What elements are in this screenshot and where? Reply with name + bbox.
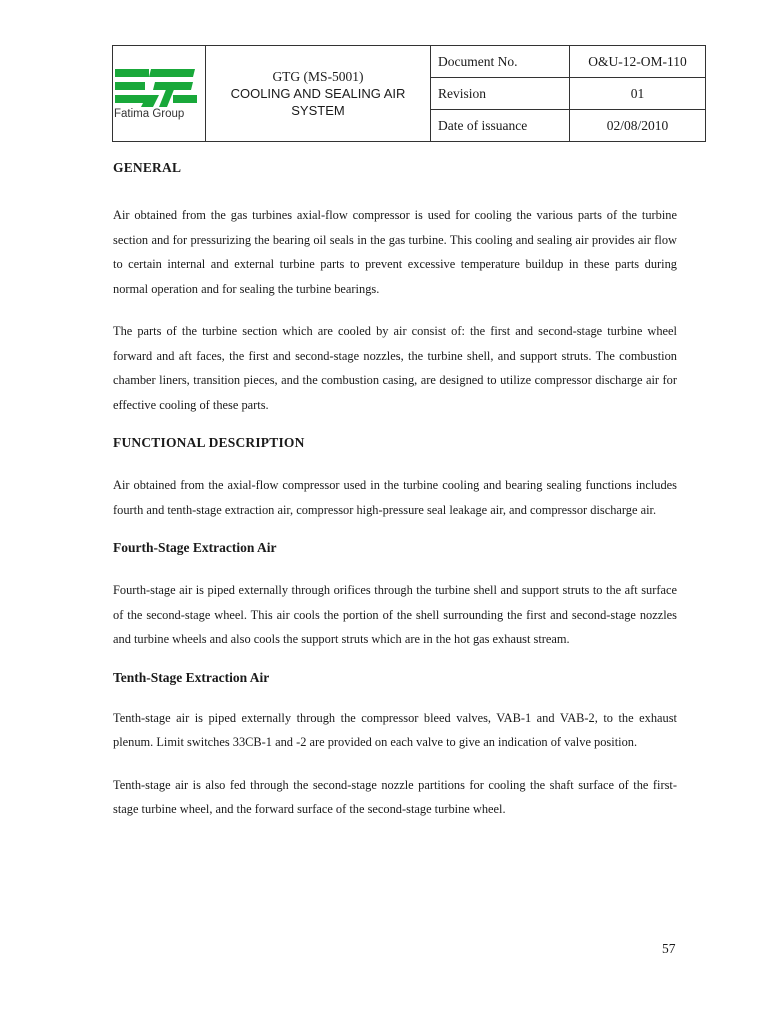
heading-general: GENERAL — [113, 160, 182, 175]
document-no-label: Document No. — [431, 46, 570, 78]
general-paragraph-1: Air obtained from the gas turbines axial-flow compressor is used for cooling the various parts of the turbine section and for pressurizing the bearing oil seals in the gas turbine. This cooling and sealing air provides air flow to certain internal and external turbine parts to prevent excessive temperature buildup in these parts during normal operation and for sealing the turbine bearings. — [113, 208, 677, 296]
logo-cell — [113, 46, 206, 142]
revision-label: Revision — [431, 78, 570, 110]
heading-tenth-stage: Tenth-Stage Extraction Air — [113, 669, 270, 685]
document-title — [206, 46, 431, 142]
logo-text: Fatima Group — [114, 108, 185, 120]
heading-functional-description: FUNCTIONAL DESCRIPTION — [113, 435, 305, 450]
heading-fourth-stage: Fourth-Stage Extraction Air — [113, 540, 277, 555]
fourth-stage-paragraph: Fourth-stage air is piped externally through orifices through the turbine shell and support struts to the aft surface of the second-stage wheel. This air cools the portion of the shell surrounding the first and second-stage nozzles and turbine wheels and also cools the support struts which are in the hot gas exhaust stream. — [113, 583, 677, 646]
document-body — [113, 160, 677, 822]
document-header — [112, 45, 706, 142]
title-line-2: COOLING AND SEALING AIR — [230, 86, 406, 101]
document-no-value: O&U-12-OM-110 — [570, 46, 706, 78]
page-number: 57 — [662, 941, 676, 956]
date-of-issuance-value: 02/08/2010 — [570, 110, 706, 142]
revision-value: 01 — [570, 78, 706, 110]
title-line-3: SYSTEM — [291, 103, 345, 118]
tenth-stage-paragraph-1: Tenth-stage air is piped externally through the compressor bleed valves, VAB-1 and VAB-2, to the exhaust plenum. Limit switches 33CB-1 and -2 are provided on each valve to give an indication of valve position. — [113, 710, 677, 749]
title-line-1: GTG (MS-5001) — [272, 69, 364, 84]
functional-paragraph-1: Air obtained from the axial-flow compressor used in the turbine cooling and bearing sealing functions includes fourth and tenth-stage extraction air, compressor high-pressure seal leakage air, and compressor discharge air. — [113, 478, 677, 517]
tenth-stage-paragraph-2: Tenth-stage air is also fed through the second-stage nozzle partitions for cooling the shaft surface of the first-stage turbine wheel, and the forward surface of the second-stage turbine wheel. — [113, 777, 677, 816]
date-of-issuance-label: Date of issuance — [431, 110, 570, 142]
general-paragraph-2: The parts of the turbine section which are cooled by air consist of: the first and second-stage turbine wheel forward and aft faces, the first and second-stage nozzles, the turbine shell, and support struts. The combustion chamber liners, transition pieces, and the combustion casing, are designed to utilize compressor discharge air for effective cooling of these parts. — [113, 324, 677, 412]
